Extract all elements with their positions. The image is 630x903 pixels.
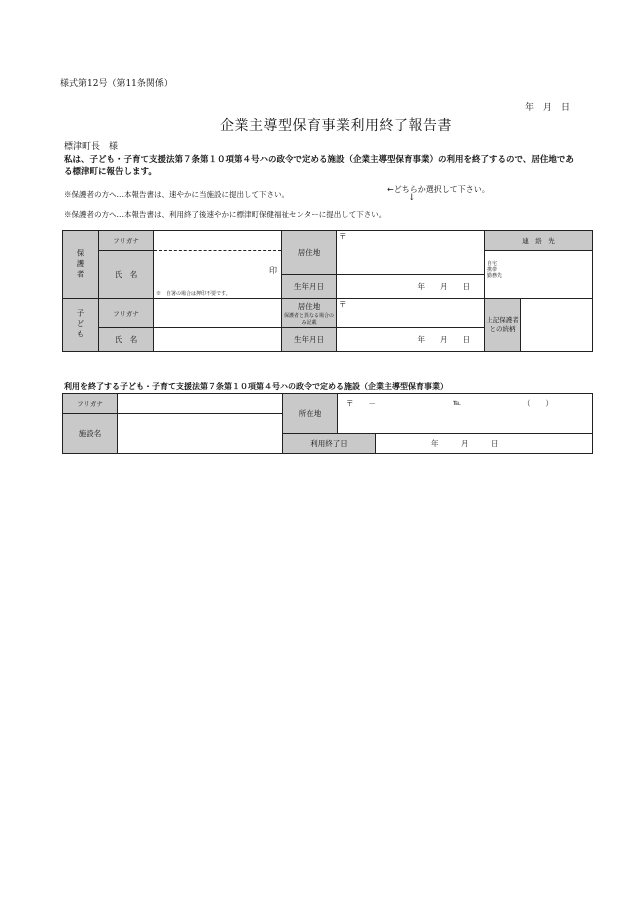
child-residence-field[interactable]: 〒 <box>337 298 485 327</box>
addressee: 標津町長 様 <box>64 142 119 152</box>
contact-types: 自宅 携帯 勤務先 <box>487 261 503 280</box>
guardian-name-label: 氏 名 <box>99 251 154 298</box>
guardian-furigana-field[interactable] <box>154 231 282 251</box>
child-birthdate-label: 生年月日 <box>282 328 337 352</box>
facility-furigana-label: フリガナ <box>63 394 118 414</box>
page-title: 企業主導型保育事業利用終了報告書 <box>220 118 452 134</box>
note-submit-facility: ※保護者の方へ…本報告書は、速やかに当施設に提出して下さい。 <box>64 190 289 199</box>
child-name-label: 氏 名 <box>99 328 154 352</box>
location-field[interactable]: 〒 － ℡ （ ） <box>338 394 593 434</box>
facility-section-heading: 利用を終了する子ども・子育て支援法第７条第１０項第４号ハの政令で定める施設（企業主導型保育事業） <box>64 382 448 391</box>
report-date: 年 月 日 <box>525 103 571 113</box>
guardian-label-cell: 保護者 <box>63 231 99 299</box>
facility-table <box>62 393 593 454</box>
seal-mark: 印 <box>269 266 277 276</box>
telephone-icon: ℡ <box>453 398 462 407</box>
end-date-field[interactable]: 年 月 日 <box>376 434 593 454</box>
guardian-birthdate-label: 生年月日 <box>282 275 337 299</box>
guardian-child-table <box>62 230 593 352</box>
guardian-furigana-label: フリガナ <box>99 231 154 251</box>
guardian-residence-field[interactable]: 〒 <box>337 231 485 275</box>
choose-one-note: ←どちらか選択して下さい。 <box>387 185 490 194</box>
child-label-cell: 子ども <box>63 298 99 351</box>
location-label: 所在地 <box>283 394 338 434</box>
down-arrow-icon: ↓ <box>408 193 416 203</box>
child-furigana-field[interactable] <box>154 298 282 327</box>
relation-label: 上記保護者との続柄 <box>485 298 521 351</box>
relation-field[interactable] <box>521 298 593 351</box>
facility-name-field[interactable] <box>118 414 283 454</box>
form-number: 様式第12号（第11条関係） <box>60 79 173 89</box>
guardian-name-field[interactable] <box>154 251 282 298</box>
guardian-birthdate-field[interactable]: 年 月 日 <box>337 275 485 299</box>
body-statement: 私は、子ども・子育て支援法第７条第１０項第４号ハの政令で定める施設（企業主導型保育事業）の利用を終了するので、居住地である標津町に報告します。 <box>64 155 574 177</box>
contact-field[interactable] <box>485 251 593 298</box>
child-residence-label: 居住地 保護者と異なる場合のみ記載 <box>282 298 337 327</box>
contact-label: 連 絡 先 <box>485 231 593 251</box>
child-furigana-label: フリガナ <box>99 298 154 327</box>
facility-name-label: 施設名 <box>63 414 118 454</box>
note-submit-center: ※保護者の方へ…本報告書は、利用終了後速やかに標津町保健福祉センターに提出して下さい。 <box>64 210 387 219</box>
seal-note: ※ 自署の場合は押印不要です。 <box>156 290 231 297</box>
facility-furigana-field[interactable] <box>118 394 283 414</box>
guardian-residence-label: 居住地 <box>282 231 337 275</box>
end-date-label: 利用終了日 <box>283 434 376 454</box>
child-birthdate-field[interactable]: 年 月 日 <box>337 328 485 352</box>
child-name-field[interactable] <box>154 328 282 352</box>
